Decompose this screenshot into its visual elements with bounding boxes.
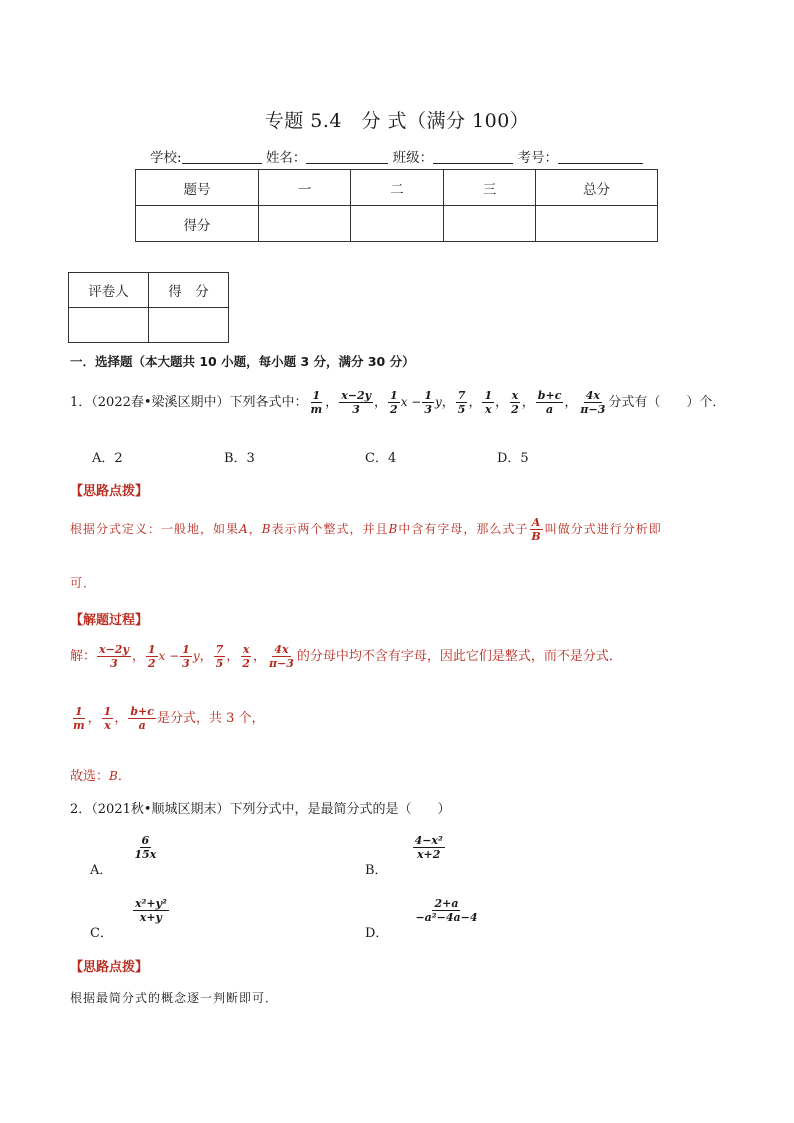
fraction: $\frac{x}{2}$ bbox=[242, 643, 250, 670]
score-table-row bbox=[136, 206, 658, 242]
class-label: 班级： bbox=[392, 150, 434, 166]
solution-line-1: 解： $\frac{x-2y}{3}$ ， $\frac{1}{2}$ x − $\frac{1}{3}$ y， $\frac{7}{5}$ ， $\frac{x}{2}$ ， $\frac{4x}{\pi-3}$ 的分母中均不含有字母，因此它们是整式，而不是分式． bbox=[70, 643, 622, 670]
fraction: $\frac{7}{5}$ bbox=[457, 389, 466, 416]
hint-text-continued: 可． bbox=[70, 576, 97, 590]
fraction: $\frac{4x}{\pi-3}$ bbox=[268, 643, 294, 670]
fraction: $\frac{\text{x²+y²}}{x+y}$ bbox=[134, 897, 167, 924]
option-d[interactable]: D． $\frac{2+a}{\text{−a²−4a−4}}$ bbox=[365, 897, 478, 941]
score-row-label: 得分 bbox=[136, 206, 259, 242]
fraction: $\frac{4x}{\pi-3}$ bbox=[580, 389, 606, 416]
hint-tag: 【思路点拨】 bbox=[70, 960, 149, 975]
score-header-cell: 二 bbox=[351, 170, 444, 206]
grader-row bbox=[69, 308, 229, 343]
score-table bbox=[135, 169, 658, 242]
class-blank[interactable] bbox=[433, 149, 513, 164]
school-blank[interactable] bbox=[182, 149, 262, 164]
fraction: $\frac{6}{15x}$ bbox=[134, 834, 157, 861]
grader-header-row bbox=[69, 273, 229, 308]
grader-table bbox=[68, 272, 229, 343]
option-c[interactable]: C．4 bbox=[365, 451, 397, 466]
fraction: $\frac{x-2y}{3}$ bbox=[99, 643, 129, 670]
grader-header: 评卷人 bbox=[69, 273, 149, 308]
hint-text: 根据最简分式的概念逐一判断即可． bbox=[70, 991, 279, 1005]
question-1-suffix: 分式有（ ）个． bbox=[608, 395, 726, 410]
exam-no-blank[interactable] bbox=[558, 149, 643, 164]
question-2: 2．（2021秋•顺城区期末）下列分式中，是最简分式的是（ ） bbox=[70, 802, 451, 817]
math-term: x − bbox=[400, 395, 422, 409]
option-b[interactable]: B．3 bbox=[224, 451, 255, 466]
fraction: $\frac{1}{x}$ bbox=[484, 389, 493, 416]
solution-tag: 【解题过程】 bbox=[70, 613, 149, 628]
grader-score-cell[interactable] bbox=[149, 308, 229, 343]
fraction: $\frac{b+c}{a}$ bbox=[537, 389, 562, 416]
score-cell[interactable] bbox=[259, 206, 351, 242]
math-term: y bbox=[434, 395, 442, 409]
fraction: $\frac{1}{2}$ bbox=[390, 389, 398, 416]
fraction: $\frac{x-2y}{3}$ bbox=[341, 389, 372, 416]
section-title: 一．选择题（本大题共 10 小题，每小题 3 分，满分 30 分） bbox=[70, 354, 415, 369]
exam-no-label: 考号： bbox=[517, 150, 558, 166]
score-cell[interactable] bbox=[536, 206, 658, 242]
fraction: $\frac{1}{3}$ bbox=[182, 643, 190, 670]
option-c[interactable]: C． $\frac{\text{x²+y²}}{x+y}$ bbox=[90, 897, 167, 941]
score-header-cell: 题号 bbox=[136, 170, 259, 206]
option-a[interactable]: A． $\frac{6}{15x}$ bbox=[90, 834, 157, 878]
score-header: 得 分 bbox=[149, 273, 229, 308]
score-header-cell: 总分 bbox=[536, 170, 658, 206]
option-b[interactable]: B． $\frac{\text{4−x²}}{x+2}$ bbox=[365, 834, 443, 878]
hint-text: 根据分式定义：一般地，如果A，B表示两个整式，并且B中含有字母，那么式子 $\frac{A}{B}$ 叫做分式进行分析即 bbox=[70, 516, 662, 543]
school-label: 学校: bbox=[150, 150, 182, 166]
solution-line-2: $\frac{1}{m}$ ， $\frac{1}{x}$ ， $\frac{b+c}{a}$ 是分式，共 3 个， bbox=[73, 705, 265, 732]
solution-conclusion: 故选：B． bbox=[70, 769, 131, 784]
fraction: $\frac{x}{2}$ bbox=[511, 389, 519, 416]
option-a[interactable]: A．2 bbox=[92, 451, 123, 466]
name-label: 姓名： bbox=[265, 150, 307, 166]
score-cell[interactable] bbox=[444, 206, 536, 242]
fraction: $\frac{1}{m}$ bbox=[310, 389, 323, 416]
fraction: $\frac{\text{4−x²}}{x+2}$ bbox=[414, 834, 443, 861]
option-d[interactable]: D．5 bbox=[497, 451, 529, 466]
fraction: $\frac{1}{x}$ bbox=[103, 705, 112, 732]
question-1-prefix: 1．（2022春•梁溪区期中）下列各式中： bbox=[70, 395, 308, 410]
fraction: $\frac{2+a}{\text{−a²−4a−4}}$ bbox=[415, 897, 478, 924]
fraction: $\frac{1}{m}$ bbox=[73, 705, 85, 732]
student-info-line bbox=[150, 146, 643, 166]
fraction: $\frac{7}{5}$ bbox=[215, 643, 224, 670]
score-table-header-row bbox=[136, 170, 658, 206]
answer: B bbox=[109, 769, 118, 783]
fraction: $\frac{b+c}{a}$ bbox=[130, 705, 154, 732]
fraction: $\frac{1}{3}$ bbox=[424, 389, 432, 416]
grader-cell[interactable] bbox=[69, 308, 149, 343]
fraction: $\frac{1}{2}$ bbox=[147, 643, 156, 670]
score-cell[interactable] bbox=[351, 206, 444, 242]
score-header-cell: 一 bbox=[259, 170, 351, 206]
score-header-cell: 三 bbox=[444, 170, 536, 206]
fraction: $\frac{A}{B}$ bbox=[531, 516, 542, 543]
page-title: 专题 5.4 分 式（满分 100） bbox=[264, 110, 530, 132]
question-1: 1．（2022春•梁溪区期中）下列各式中： $\frac{1}{m}$ ， $\frac{x-2y}{3}$ ， $\frac{1}{2}$ x − $\frac{1}{3}$ y， $\frac{7}{5}$ ， $\frac{1}{x}$ ， $\frac{x}{2}$ ， $\frac{b+c}{a}$ ， $\frac{4x}{\pi-3}$ 分式有（ ）个． bbox=[70, 389, 726, 416]
name-blank[interactable] bbox=[306, 149, 388, 164]
hint-tag: 【思路点拨】 bbox=[70, 484, 149, 499]
